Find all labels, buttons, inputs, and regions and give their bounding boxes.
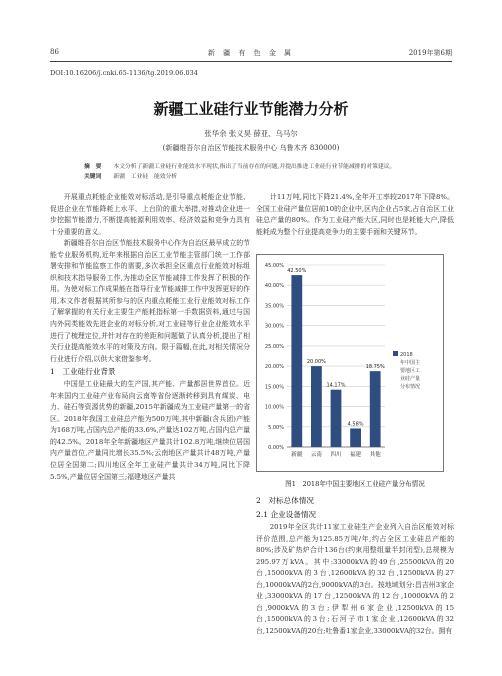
y-tick-label: 40.00% [264,283,284,290]
paragraph: 新疆维吾尔自治区节能技术服务中心作为自治区最早成立的节能专业服务机构,近年来根据自治区工业节能主管部门统一工作部署安排和节能监察工作的需要,多次承担全区重点行业能效对标组织和技术指导服务工作,为推动全区节能减排工作发挥了积极的作用。为使对标工作成果能在指导行业节能减排工作中发挥更好的作用,本文作者根据其所参与的区内重点耗能工业行业能效对标工作了解掌握的有关行业主要生产能耗指标第一手数据资料,通过与国内外同类能效先进企业的对标分析,对工业硅等行业企业能效水平进行了梳理定位,并针对存在的差距和问题做了认真分析,提出了相关行业提高能效水平的对策及方向。限于篇幅,在此,对相关情况分行业进行介绍,以供大家借鉴参考。 [50,239,250,363]
authors: 张华余 张义昊 薛亚、乌马尔 [204,129,298,138]
y-tick-label: 0.00% [268,445,284,451]
chart-svg [257,255,443,471]
legend-text: 分布情况 [400,384,421,390]
legend-swatch [393,351,398,356]
bar [331,390,342,447]
keywords-text: 新疆 工业硅 能效分析 [113,174,178,180]
bar [311,366,322,447]
paragraph: 开展重点耗能企业能效对标活动,是引导重点耗能企业节能、促进企业在节能降耗上水平、上台阶的重大举措,对推动企业进一步挖掘节能潜力,不断提高能源利用效率、经济效益和竞争力具有十分重要的意义。 [50,193,250,236]
data-label: 20.00% [306,359,326,366]
section-heading: 1 工业硅行业背景 [50,367,116,377]
x-tick-label: 新疆 [291,452,303,458]
subsection-heading: 2.1 企业设备情况 [256,510,317,519]
y-tick-label: 25.00% [264,343,284,350]
bar [370,371,381,447]
x-tick-label: 福建 [350,452,362,458]
data-label: 4.58% [347,421,364,428]
bar [350,428,361,447]
paragraph: 中国是工业硅最大的生产国,其产能、产量都居世界首位。近年来国内工业硅产业布局向云南等省份逐渐转移到具有煤炭、电力、硅石等资源优势的新疆,2015年新疆成为工业硅产量第一的省区。2018年我国工业硅总产能为500万吨,其中新疆(含兵团)产能为168万吨,占国内总产能的33.6%,产量达102万吨,占国内总产量的42.5%。2018年全年新疆地区产量共计102.8万吨,继续位居国内产量首位,产量同比增长35.5%;云南地区产量共计48万吨,产量位居全国第二;四川地区全年工业硅产量共计34万吨,同比下降5.5%,产量位居全国第三;福建地区产量共 [50,380,250,481]
legend-text: 要地区工 [400,368,421,374]
figure-caption: 图1 2018年中国主要地区工业硅产量分布情况 [285,480,425,488]
abstract-block [84,162,418,182]
data-label: 18.75% [365,364,385,371]
abstract-label: 摘 要 [84,164,102,170]
y-tick-label: 10.00% [264,404,284,411]
issue-label: 2019年第6期 [408,49,452,57]
right-column-bottom [256,494,454,637]
y-tick-label: 5.00% [268,424,284,431]
left-column [50,192,250,483]
x-tick-label: 四川 [330,452,342,458]
y-tick-label: 20.00% [264,364,284,371]
data-label: 42.50% [287,268,307,275]
bar-chart [256,254,444,472]
y-tick-label: 30.00% [264,323,284,330]
data-label: 14.17% [326,382,346,389]
legend-text: 2018 [400,352,413,358]
doi: DOI:10.16206/j.cnki.65-1136/tg.2019.06.034 [50,69,198,77]
paragraph: 2019年全区共计11家工业硅生产企业列入自治区能效对标评价范围,总产能为125.85万吨/年,约占全区工业硅总产能的80%;涉及矿热炉合计136台(约束用整组量半封闭型),总规模为295.97万kVA。其中:33000kVA的49台,25500kVA的20台,15000kVA的3台,12600kVA的32台,12500kVA的27台,10000kVA的2台,9000kVA的3台。按地域划分:昌吉州3家企业,33000kVA的17台,12500kVA的12台,10000kVA的2台,9000kVA的3台;伊犁州6家企业,12500kVA的15台,15000kVA的3台;石河子市1家企业,12600kVA的32台,12500kVA的20台;吐鲁番1家企业,33000kVA的32台。拥有 [256,523,454,635]
abstract-text: 本文分析了新疆工业硅行业能效水平现状,指出了当前存在的问题,并提出推进工业硅行业节能减排的对策建议。 [113,164,396,170]
section-heading: 2 对标总体情况 [256,496,314,505]
x-tick-label: 云南 [310,452,322,458]
journal-name: 新 疆 有 色 金 属 [207,49,295,57]
y-tick-label: 45.00% [264,263,284,269]
legend-text: 业硅产量 [400,376,421,382]
y-tick-label: 15.00% [264,384,284,391]
bar [291,275,302,447]
keywords-label: 关键词 [84,174,102,180]
y-tick-label: 35.00% [264,303,284,310]
paragraph: 计11万吨,同比下降21.4%,全年开工率较2017年下降8%。全国工业硅产量位居前10的企业中,区内企业占5家,占自治区工业硅总产量的80%。作为工业硅产能大区,同时也是耗能大户,降低能耗成为整个行业提高竞争力的主要手面和关键环节。 [256,193,454,236]
page-number: 86 [50,48,59,56]
right-column-top [256,192,454,238]
x-tick-label: 其他 [369,452,381,458]
legend-text: 年中国主 [400,360,421,366]
header-rule [50,61,452,62]
page-header [50,46,452,60]
paper-title: 新疆工业硅行业节能潜力分析 [153,100,349,118]
affiliation: (新疆维吾尔自治区节能技术服务中心 乌鲁木齐 830000) [162,144,340,152]
